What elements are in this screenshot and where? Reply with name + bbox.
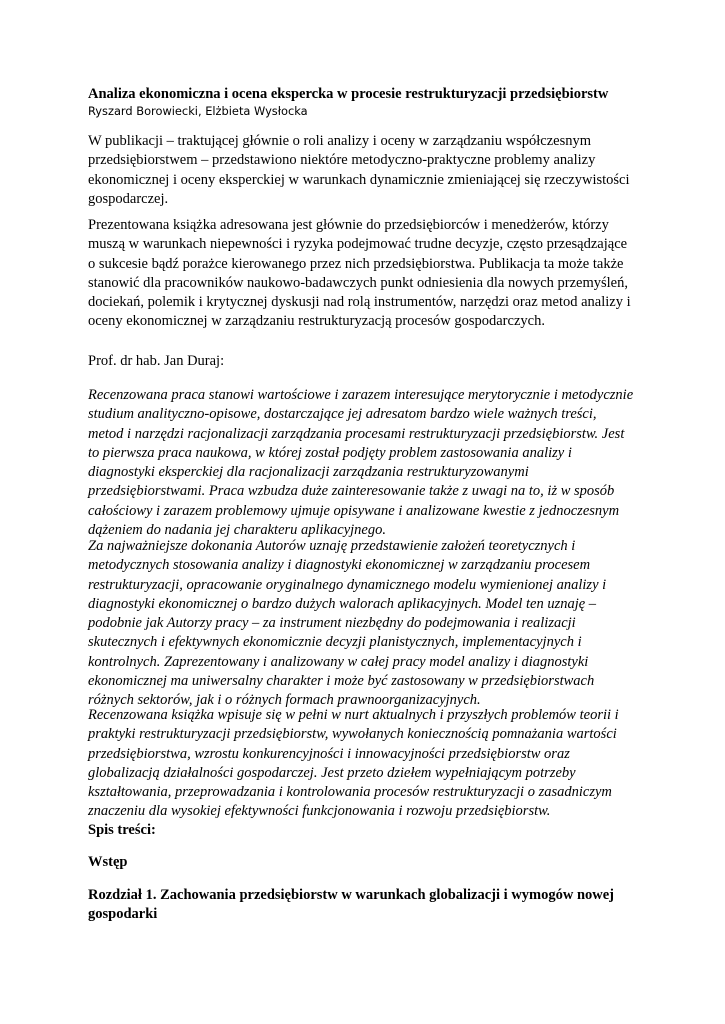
description-paragraph-1 (88, 132, 644, 209)
toc-chapter-1 (88, 886, 614, 925)
text-line: diagnostyki eksperckiej dla racjonalizacji zarządzania restrukturyzowanymi (88, 464, 529, 481)
text-line: Za najważniejsze dokonania Autorów uznaję przedstawienie założeń teoretycznych i (88, 538, 576, 554)
text-line: Recenzowana praca stanowi wartościowe i zarazem interesujące merytorycznie i metodycznie (88, 387, 634, 403)
text-line: ekonomicznej i oceny eksperckiej w warunkach dynamicznie zmieniającej się rzeczywistości (88, 171, 630, 188)
text-line: dociekań, polemik i krytycznej dyskusji nad rolą instrumentów, narzędzi oraz metod analizy i (88, 294, 631, 311)
book-title: Analiza ekonomiczna i ocena ekspercka w procesie restrukturyzacji przedsiębiorstw (88, 86, 609, 102)
description-paragraph-2 (88, 216, 644, 332)
toc-heading: Spis treści: (88, 822, 156, 838)
text-line: podobnie jak Autorzy pracy – za instrument niezbędny do podejmowania i realizacji (88, 615, 576, 632)
text-line: przedsiębiorstwami. Praca wzbudza duże zainteresowanie także z uwagi na to, iż w sposób (88, 483, 615, 500)
text-line: przedsiębiorstwa, wzrostu konkurencyjności i innowacyjności przedsiębiorstw oraz (88, 745, 570, 762)
text-line: oceny ekonomicznej w zarządzaniu restrukturyzacją procesów gospodarczych. (88, 313, 545, 330)
review-paragraph-2 (88, 537, 644, 711)
text-line: Rozdział 1. Zachowania przedsiębiorstw w warunkach globalizacji i wymogów nowej (88, 887, 615, 903)
text-line: skutecznych i efektywnych ekonomicznie decyzji planistycznych, implementacyjnych i (88, 634, 582, 651)
text-line: praktyki restrukturyzacji przedsiębiorstw, wywołanych koniecznością pomnażania wartości (88, 726, 617, 743)
text-line: metodycznych stosowania analizy i diagnostyki ekonomicznej w zarządzaniu procesem (88, 557, 591, 574)
text-line: gospodarczej. (88, 190, 169, 207)
text-line: studium analityczno-opisowe, dostarczające jej adresatom bardzo wiele ważnych treści, (88, 406, 597, 423)
toc-intro: Wstęp (88, 854, 128, 870)
text-line: Recenzowana książka wpisuje się w pełni w nurt aktualnych i przyszłych problemów teorii i (88, 707, 619, 723)
book-authors: Ryszard Borowiecki, Elżbieta Wysłocka (88, 104, 308, 118)
text-line: Prezentowana książka adresowana jest głównie do przedsiębiorców i menedżerów, którzy (88, 217, 609, 233)
text-line: to pierwsza praca naukowa, w której został podjęty problem zastosowania analizy i (88, 444, 572, 461)
text-line: metod i narzędzi racjonalizacji zarządzania procesami restrukturyzacji przedsiębiorstw. Jest (88, 425, 625, 442)
text-line: gospodarki (88, 906, 158, 923)
text-line: różnych sektorów, jak i o różnych formach prawnoorganizacyjnych. (88, 692, 481, 709)
review-paragraph-3 (88, 706, 644, 822)
text-line: przedsiębiorstwem – przedstawiono niektóre metodyczno-praktyczne problemy analizy (88, 152, 596, 169)
text-line: kontrolnych. Zaprezentowany i analizowany w całej pracy model analizy i diagnostyki (88, 653, 589, 670)
text-line: W publikacji – traktującej głównie o roli analizy i oceny w zarządzaniu współczesnym (88, 133, 592, 149)
text-line: kształtowania, przeprowadzania i kontrolowania procesów restrukturyzacji o zasadniczym (88, 784, 612, 801)
text-line: muszą w warunkach niepewności i ryzyka podejmować trudne decyzje, często przesądzające (88, 236, 628, 253)
text-line: globalizacją działalności gospodarczej. Jest przeto dziełem wypełniającym potrzeby (88, 764, 576, 781)
text-line: stanowić dla pracowników naukowo-badawczych punkt odniesienia dla nowych przemyśleń, (88, 274, 628, 291)
review-paragraph-1 (88, 386, 644, 540)
text-line: restrukturyzacji, opracowanie oryginalnego dynamicznego modelu wymienionej analizy i (88, 576, 607, 593)
text-line: ekonomicznej ma uniwersalny charakter i może być zastosowany w przedsiębiorstwach (88, 673, 595, 690)
text-line: znaczeniu dla wysokiej efektywności funkcjonowania i rozwoju przedsiębiorstw. (88, 803, 551, 820)
text-line: całościowy i zarazem problemowy ujmuje opisywane i analizowane kwestie z jednoczesnym (88, 502, 620, 519)
text-line: diagnostyki ekonomicznej o bardzo dużych walorach aplikacyjnych. Model ten uznaję – (88, 595, 597, 612)
text-line: o sukcesie bądź porażce kierowanego przez nich przedsiębiorstwa. Publikacja ta może także (88, 255, 624, 272)
text-line: dążeniem do nadania jej charakteru aplikacyjnego. (88, 522, 386, 539)
reviewer-name: Prof. dr hab. Jan Duraj: (88, 353, 225, 369)
